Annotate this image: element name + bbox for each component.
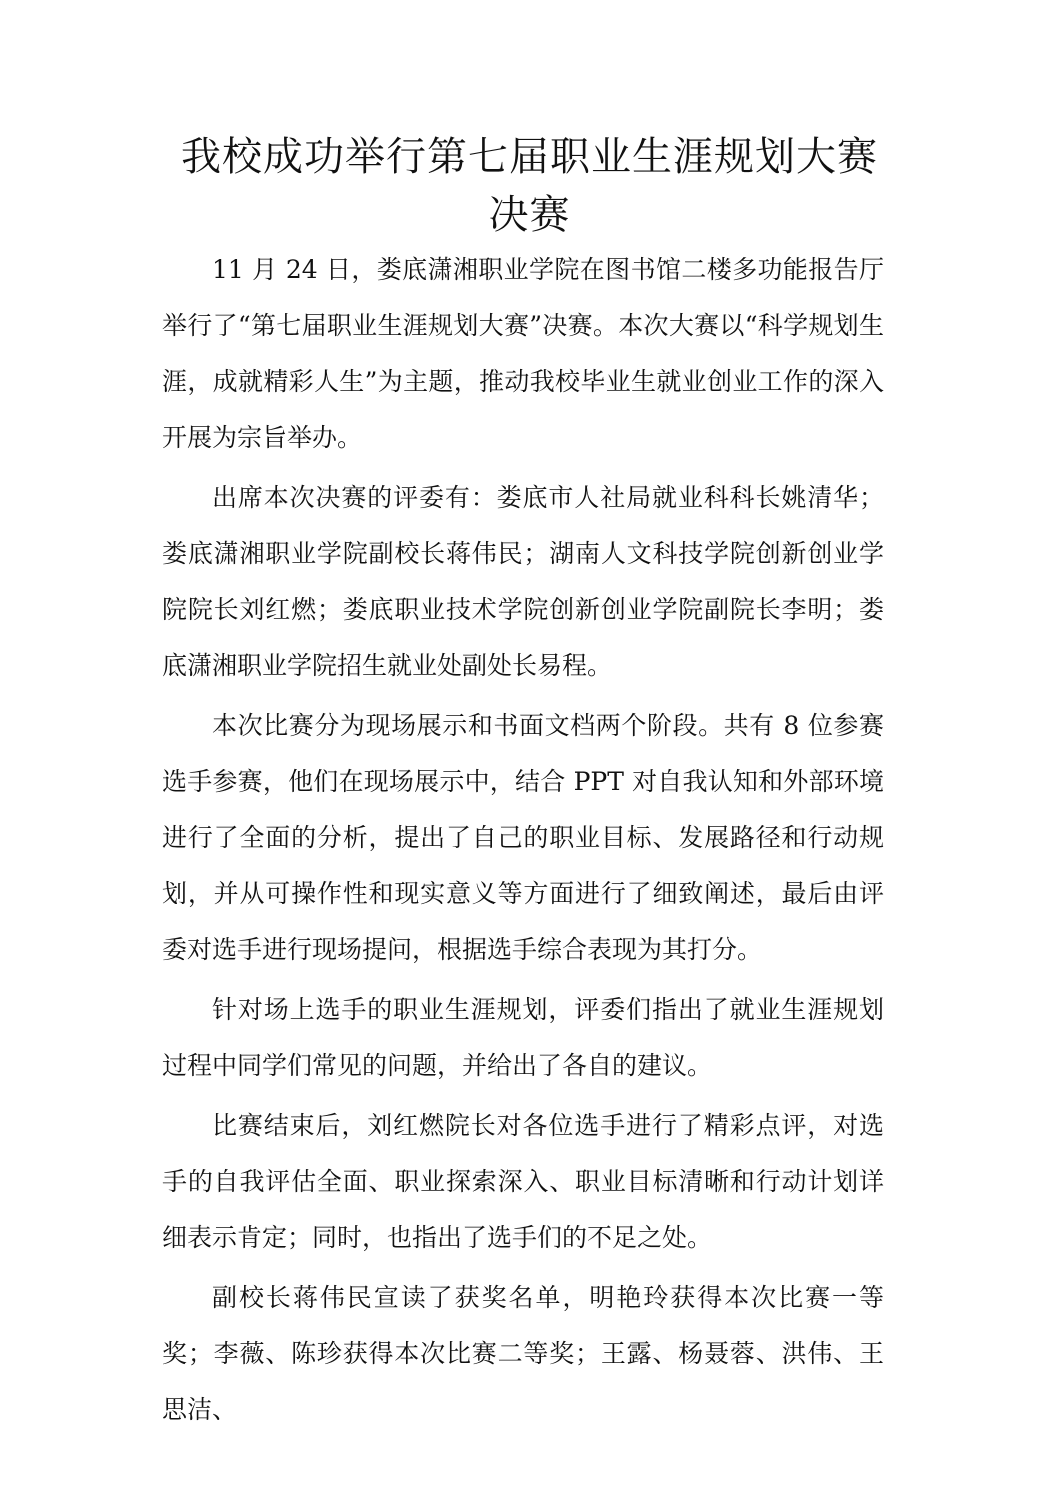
title-line-1: 我校成功举行第七届职业生涯规划大赛 bbox=[181, 134, 878, 180]
paragraph-review: 比赛结束后，刘红燃院长对各位选手进行了精彩点评，对选手的自我评估全面、职业探索深入、职业目标清晰和行动计划详细表示肯定；同时，也指出了选手们的不足之处。 bbox=[162, 1111, 884, 1252]
paragraph-competition: 本次比赛分为现场展示和书面文档两个阶段。共有 8 位参赛选手参赛，他们在现场展示中，结合 PPT 对自我认知和外部环境进行了全面的分析，提出了自己的职业目标、发展路径和行动规划，并从可操作性和现实意义等方面进行了细致阐述，最后由评委对选手进行现场提问，根据选手综合表现为其打分。 bbox=[162, 711, 884, 964]
title-line-2: 决赛 bbox=[488, 192, 571, 238]
paragraph-judges: 出席本次决赛的评委有：娄底市人社局就业科科长姚清华；娄底潇湘职业学院副校长蒋伟民；湖南人文科技学院创新创业学院院长刘红燃；娄底职业技术学院创新创业学院副院长李明；娄底潇湘职业学院招生就业处副处长易程。 bbox=[162, 483, 884, 680]
document-title bbox=[120, 128, 939, 244]
paragraph-intro: 11 月 24 日，娄底潇湘职业学院在图书馆二楼多功能报告厅举行了“第七届职业生涯规划大赛”决赛。本次大赛以“科学规划生涯，成就精彩人生”为主题，推动我校毕业生就业创业工作的深入开展为宗旨举办。 bbox=[162, 255, 884, 452]
paragraph-feedback: 针对场上选手的职业生涯规划，评委们指出了就业生涯规划过程中同学们常见的问题，并给出了各自的建议。 bbox=[162, 995, 884, 1080]
paragraph-awards: 副校长蒋伟民宣读了获奖名单，明艳玲获得本次比赛一等奖；李薇、陈珍获得本次比赛二等奖；王露、杨聂蓉、洪伟、王思洁、 bbox=[162, 1283, 884, 1424]
document-body bbox=[162, 242, 884, 1442]
